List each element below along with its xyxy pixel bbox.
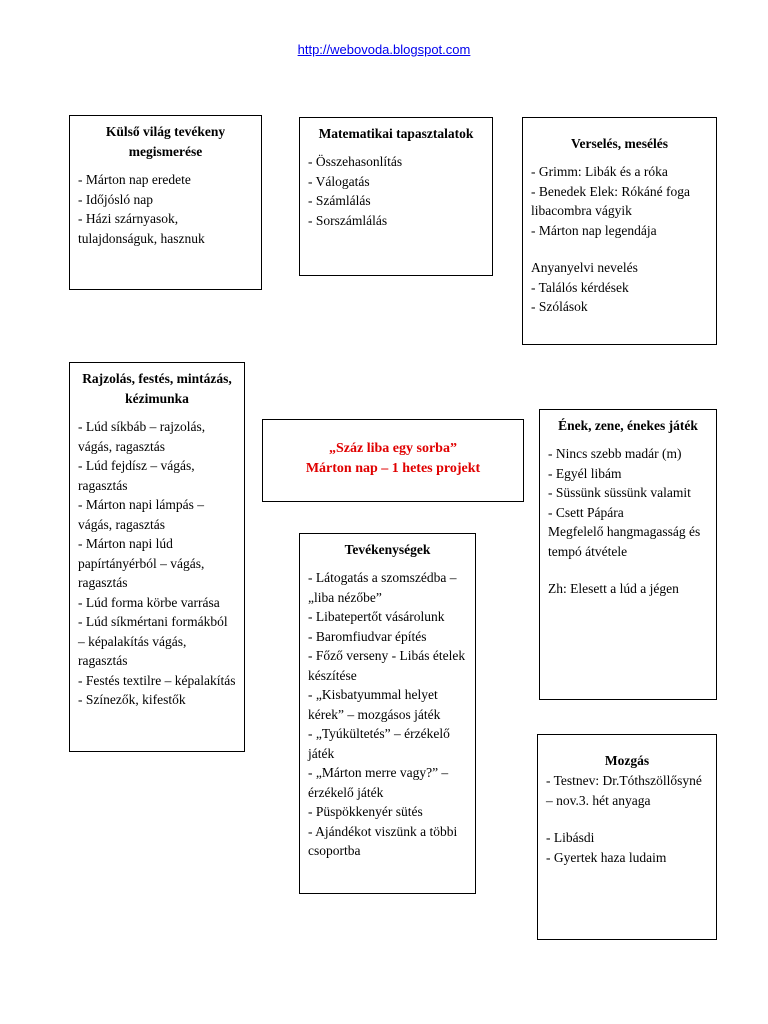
box-subtitle: Anyanyelvi nevelés (531, 260, 638, 275)
list-item: - Márton nap legendája (531, 222, 657, 238)
box-tevekenysegek (299, 533, 476, 894)
list-item: - Találós kérdések (531, 279, 629, 295)
box-rajzolas (69, 362, 245, 752)
list-item: - Libásdi (546, 830, 595, 845)
box-title: Mozgás (604, 753, 650, 768)
list-item: - Házi szárnyasok, tulajdonságuk, hasznuk (78, 211, 205, 246)
box-mozgas (537, 734, 717, 940)
list-item: - Főző verseny - Libás ételek készítése (308, 648, 466, 683)
list-item: - Csett Pápára (548, 504, 624, 520)
list-item: - Lúd fejdísz – vágás, ragasztás (78, 458, 195, 493)
list-item: - Látogatás a szomszédba – „liba nézőbe” (308, 570, 457, 605)
project-title-box (262, 419, 524, 502)
list-item: - Festés textilre – képalakítás (78, 672, 236, 688)
list-item: - Márton napi lúd papírtányérból – vágás, ragasztás (78, 536, 205, 590)
box-title: Matematikai tapasztalatok (318, 126, 474, 141)
list-item: - Egyél libám (548, 465, 622, 481)
list-item: - Ajándékot viszünk a többi csoportba (308, 823, 458, 858)
box-title: Tevékenységek (344, 542, 431, 557)
list-item: - Összehasonlítás (308, 154, 403, 169)
project-title-line2: Márton nap – 1 hetes projekt (305, 461, 481, 476)
list-item: - Válogatás (308, 173, 370, 189)
list-item: - Színezők, kifestők (78, 692, 186, 707)
list-item: Megfelelő hangmagasság és tempó átvétele (548, 524, 701, 559)
list-item: - „Tyúkültetés” – érzékelő játék (308, 726, 450, 761)
blog-url-link[interactable]: http://webovoda.blogspot.com (297, 42, 471, 57)
list-item: - Márton napi lámpás – vágás, ragasztás (78, 497, 204, 532)
box-verseles (522, 117, 717, 345)
project-title-line1: „Száz liba egy sorba” (329, 441, 457, 456)
box-title: Verselés, mesélés (571, 136, 668, 151)
list-item: - Szólások (531, 299, 588, 314)
list-item: - Lúd síkmértani formákból – képalakítás vágás, ragasztás (78, 614, 228, 668)
list-item: - Grimm: Libák és a róka (531, 164, 668, 179)
list-item: - Süssünk süssünk valamit (548, 485, 691, 500)
box-title: Ének, zene, énekes játék (558, 418, 698, 433)
list-item: - „Márton merre vagy?” – érzékelő játék (308, 765, 449, 800)
list-item: - Időjósló nap (78, 191, 153, 207)
box-title: Rajzolás, festés, mintázás, kézimunka (82, 371, 232, 406)
list-item: - Püspökkenyér sütés (308, 804, 423, 819)
list-item: - Baromfiudvar építés (308, 628, 427, 644)
box-footer: Zh: Elesett a lúd a jégen (548, 581, 679, 596)
box-title: Külső világ tevékeny megismerése (105, 124, 226, 159)
list-item: - Libatepertőt vásárolunk (308, 609, 445, 624)
box-enek-zene (539, 409, 717, 700)
list-item: - Sorszámlálás (308, 212, 388, 228)
list-item: - „Kisbatyummal helyet kérek” – mozgásos játék (308, 687, 441, 722)
box-kulso-vilag (69, 115, 262, 290)
list-item: - Lúd forma körbe varrása (78, 594, 220, 610)
list-item: - Nincs szebb madár (m) (548, 446, 682, 461)
list-item: - Márton nap eredete (78, 172, 191, 187)
box-matematikai (299, 117, 493, 276)
list-item: - Számlálás (308, 193, 371, 208)
list-item: - Benedek Elek: Rókáné foga libacombra vágyik (531, 183, 690, 218)
list-item: - Testnev: Dr.Tóthszöllősyné – nov.3. hét anyaga (546, 773, 702, 808)
list-item: - Lúd síkbáb – rajzolás, vágás, ragasztás (78, 419, 206, 454)
list-item: - Gyertek haza ludaim (546, 849, 667, 865)
